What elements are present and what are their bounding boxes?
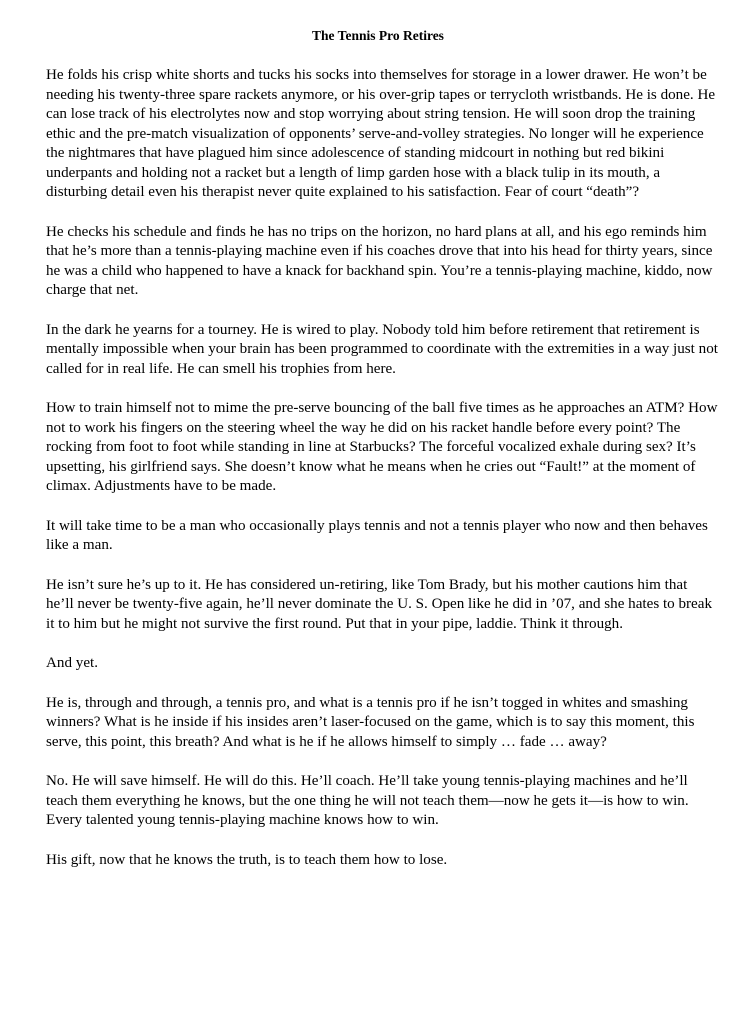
paragraph-7: And yet. xyxy=(46,655,98,671)
document-title: The Tennis Pro Retires xyxy=(312,28,444,43)
paragraph-6: He isn’t sure he’s up to it. He has considered un-retiring, like Tom Brady, but his mother cautions him that he’ll never be twenty-five again, he’ll never dominate the U. S. Open like he did in ’07, and she hates to break it to him but he might not survive the first round. Put that in your pipe, laddie. Think it through. xyxy=(46,576,713,632)
paragraph-10: His gift, now that he knows the truth, is to teach them how to lose. xyxy=(46,851,448,868)
paragraph-5: It will take time to be a man who occasionally plays tennis and not a tennis player who now and then behaves like a man. xyxy=(46,517,708,553)
paragraph-4: How to train himself not to mime the pre-serve bouncing of the ball five times as he approaches an ATM? How not to work his fingers on the steering wheel the way he did on his racket handle before every point? The rocking from foot to foot while standing in line at Starbucks? The forceful vocalized exhale during sex? It’s upsetting, his girlfriend says. She doesn’t know what he means when he cries out “Fault!” at the moment of climax. Adjustments have to be made. xyxy=(46,400,718,494)
paragraph-2: He checks his schedule and finds he has no trips on the horizon, no hard plans at all, and his ego reminds him that he’s more than a tennis-playing machine even if his coaches drove that into his head for thirty years, since he was a child who happened to have a knack for backhand spin. You’re a tennis-playing machine, kiddo, now charge that net. xyxy=(46,223,713,298)
paragraph-9: No. He will save himself. He will do this. He’ll coach. He’ll take young tennis-playing machines and he’ll teach them everything he knows, but the one thing he will not teach them—now he gets it—is how to win. Every talented young tennis-playing machine knows how to win. xyxy=(46,773,689,828)
paragraph-1: He folds his crisp white shorts and tucks his socks into themselves for storage in a lower drawer. He won’t be needing his twenty-three spare rackets anymore, or his over-grip tapes or terrycloth wristbands. He is done. He can lose track of his electrolytes now and stop worrying about string tension. He will soon drop the training ethic and the pre-match visualization of opponents’ serve-and-volley strategies. No longer will he experience the nightmares that have plagued him since adolescence of standing midcourt in nothing but red bikini underpants and holding not a racket but a length of limp garden hose with a black tulip in its mouth, a disturbing detail even his therapist never quite explained to his satisfaction. Fear of court “death”? xyxy=(46,67,716,200)
paragraph-3: In the dark he yearns for a tourney. He is wired to play. Nobody told him before retirement that retirement is mentally impossible when your brain has been programmed to coordinate with the extremities in a way just not called for in real life. He can smell his trophies from here. xyxy=(46,321,718,377)
paragraph-8: He is, through and through, a tennis pro, and what is a tennis pro if he isn’t togged in whites and smashing winners? What is he inside if his insides aren’t laser-focused on the game, which is to say this moment, this serve, this point, this breath? And what is he if he allows himself to simply … fade … away? xyxy=(46,694,695,750)
document-body xyxy=(46,66,718,870)
